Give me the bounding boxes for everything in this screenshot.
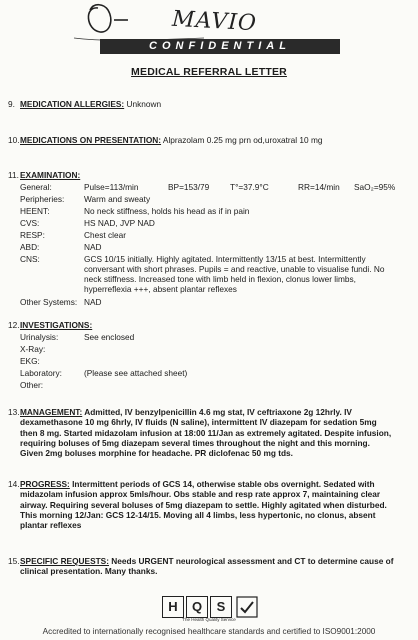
section-15 [20, 556, 408, 577]
progress-line: airway. Requiring several boluses of 5mg diazepam to settle. Highly agitated when disturbed. [20, 499, 387, 510]
management-line: requiring boluses of 5mg diazepam several times throughout the night and this morning. [20, 437, 370, 448]
handwritten-name: MAVIO [171, 6, 258, 37]
section-13 [20, 407, 408, 458]
cns-line: GCS 10/15 initially. Highly agitated. Intermittently 13/15 at best. Intermittently [84, 254, 366, 264]
section-14-number: 14. [8, 479, 20, 489]
medications-value: Alprazolam 0.25 mg prn od,uroxatral 10 mg [162, 135, 323, 145]
exam-value: Warm and sweaty [84, 194, 151, 204]
exam-value: NAD [84, 242, 102, 252]
exam-value: Chest clear [84, 230, 126, 240]
section-heading: MEDICATION ALLERGIES: [20, 99, 125, 109]
cns-line: hyperreflexia +++, absent plantar reflexes [84, 284, 237, 294]
exam-label: RESP: [20, 230, 45, 240]
allergies-value: Unknown [126, 99, 162, 109]
exam-abd-row [20, 242, 102, 252]
requests-line: Needs URGENT neurological assessment and CT to determine cause of [111, 556, 394, 566]
exam-label: Other Systems: [20, 297, 78, 307]
logo-letter: S [210, 596, 232, 618]
progress-line: This morning 12/Jan: GCS 12-14/15. Moving all 4 limbs, less hypertonic, no clonus, absent [20, 509, 376, 520]
section-number: 10. [8, 135, 20, 145]
exam-label: CVS: [20, 218, 40, 228]
bp-value: BP=153/79 [168, 182, 210, 192]
section-number: 11. [8, 170, 19, 180]
hqs-logo [158, 596, 260, 622]
progress-line: midazolam infusion approx 5mls/hour. Obs stable and resp rate approx 7, maintaining clear [20, 489, 381, 500]
exam-peripheries-row [20, 194, 151, 204]
exam-general-row [20, 182, 396, 192]
rr-value: RR=14/min [298, 182, 340, 192]
exam-value: No neck stiffness, holds his head as if in pain [84, 206, 250, 216]
inv-other-row [20, 380, 43, 390]
exam-label: CNS: [20, 254, 40, 264]
exam-label: Peripheries: [20, 194, 65, 204]
confidential-banner: CONFIDENTIAL [100, 39, 340, 54]
section-heading: MANAGEMENT: [20, 407, 83, 417]
progress-line: Intermittent periods of GCS 14, otherwise stable obs overnight. Sedated with [72, 479, 375, 489]
accreditation-text: Accredited to internationally recognised healthcare standards and certified to ISO9001:2000 [42, 627, 376, 636]
requests-line: clinical presentation. Many thanks. [20, 566, 158, 577]
section-heading: PROGRESS: [20, 479, 70, 489]
ukas-mark-icon [236, 596, 258, 618]
section-number: 9. [8, 99, 15, 109]
exam-cvs-row [20, 218, 155, 228]
inv-label: Urinalysis: [20, 332, 59, 342]
inv-label: Laboratory: [20, 368, 62, 378]
management-line: dexamethasone 10 mg 6hrly, IV fluids (N saline), intermittent IV diazepam for sedation 5mg [20, 417, 377, 428]
section-heading: SPECIFIC REQUESTS: [20, 556, 109, 566]
section-13-number: 13. [8, 407, 20, 417]
inv-lab-row [20, 368, 188, 378]
temp-value: T°=37.9°C [230, 182, 269, 192]
cns-line: neck stiffness. Increased tone with limb held in flexion, clonus lower limbs, [84, 274, 356, 284]
management-line: Given 2mg boluses morphine for headache. PR diclofenac 50 mg tds. [20, 448, 293, 459]
section-15-number: 15. [8, 556, 20, 566]
exam-label: ABD: [20, 242, 40, 252]
management-line: Admitted, IV benzylpenicillin 4.6 mg stat, IV ceftriaxone 2g 12hrly. IV [84, 407, 352, 417]
section-heading: EXAMINATION: [20, 170, 81, 180]
inv-label: X-Ray: [20, 344, 46, 354]
section-9 [8, 99, 162, 109]
exam-value: HS NAD, JVP NAD [84, 218, 155, 228]
exam-cns-row [20, 254, 385, 294]
exam-label: HEENT: [20, 206, 50, 216]
progress-line: plantar reflexes [20, 520, 82, 531]
page-title: MEDICAL REFERRAL LETTER [131, 66, 287, 78]
exam-heent-row [20, 206, 250, 216]
logo-subtitle: The Health Quality Service [182, 617, 236, 622]
logo-letter: H [162, 596, 184, 618]
logo-letter: Q [186, 596, 208, 618]
inv-label: EKG: [20, 356, 40, 366]
exam-other-row [20, 297, 102, 307]
pulse-value: Pulse=113/min [84, 182, 139, 192]
inv-label: Other: [20, 380, 44, 390]
exam-value: NAD [84, 297, 102, 307]
inv-ekg-row [20, 356, 40, 366]
section-12 [8, 320, 93, 330]
section-heading: MEDICATIONS ON PRESENTATION: [20, 135, 162, 145]
section-number: 12. [8, 320, 20, 330]
section-11 [8, 170, 81, 180]
sao2-value: SaO₂=95% [354, 182, 396, 192]
inv-xray-row [20, 344, 45, 354]
management-line: then 8 mg. Started midazolam infusion at 18:00 11/Jan as extremely agitated. Despite infusion, [20, 427, 392, 438]
exam-label: General: [20, 182, 52, 192]
section-14 [20, 479, 408, 530]
cns-line: conversant with short phrases. Pupils = and reactive, unable to visualise fundi. No [84, 264, 385, 274]
section-heading: INVESTIGATIONS: [20, 320, 93, 330]
inv-urinalysis-row [20, 332, 135, 342]
inv-value: (Please see attached sheet) [84, 368, 188, 378]
section-10 [8, 135, 323, 145]
exam-resp-row [20, 230, 126, 240]
inv-value: See enclosed [84, 332, 135, 342]
